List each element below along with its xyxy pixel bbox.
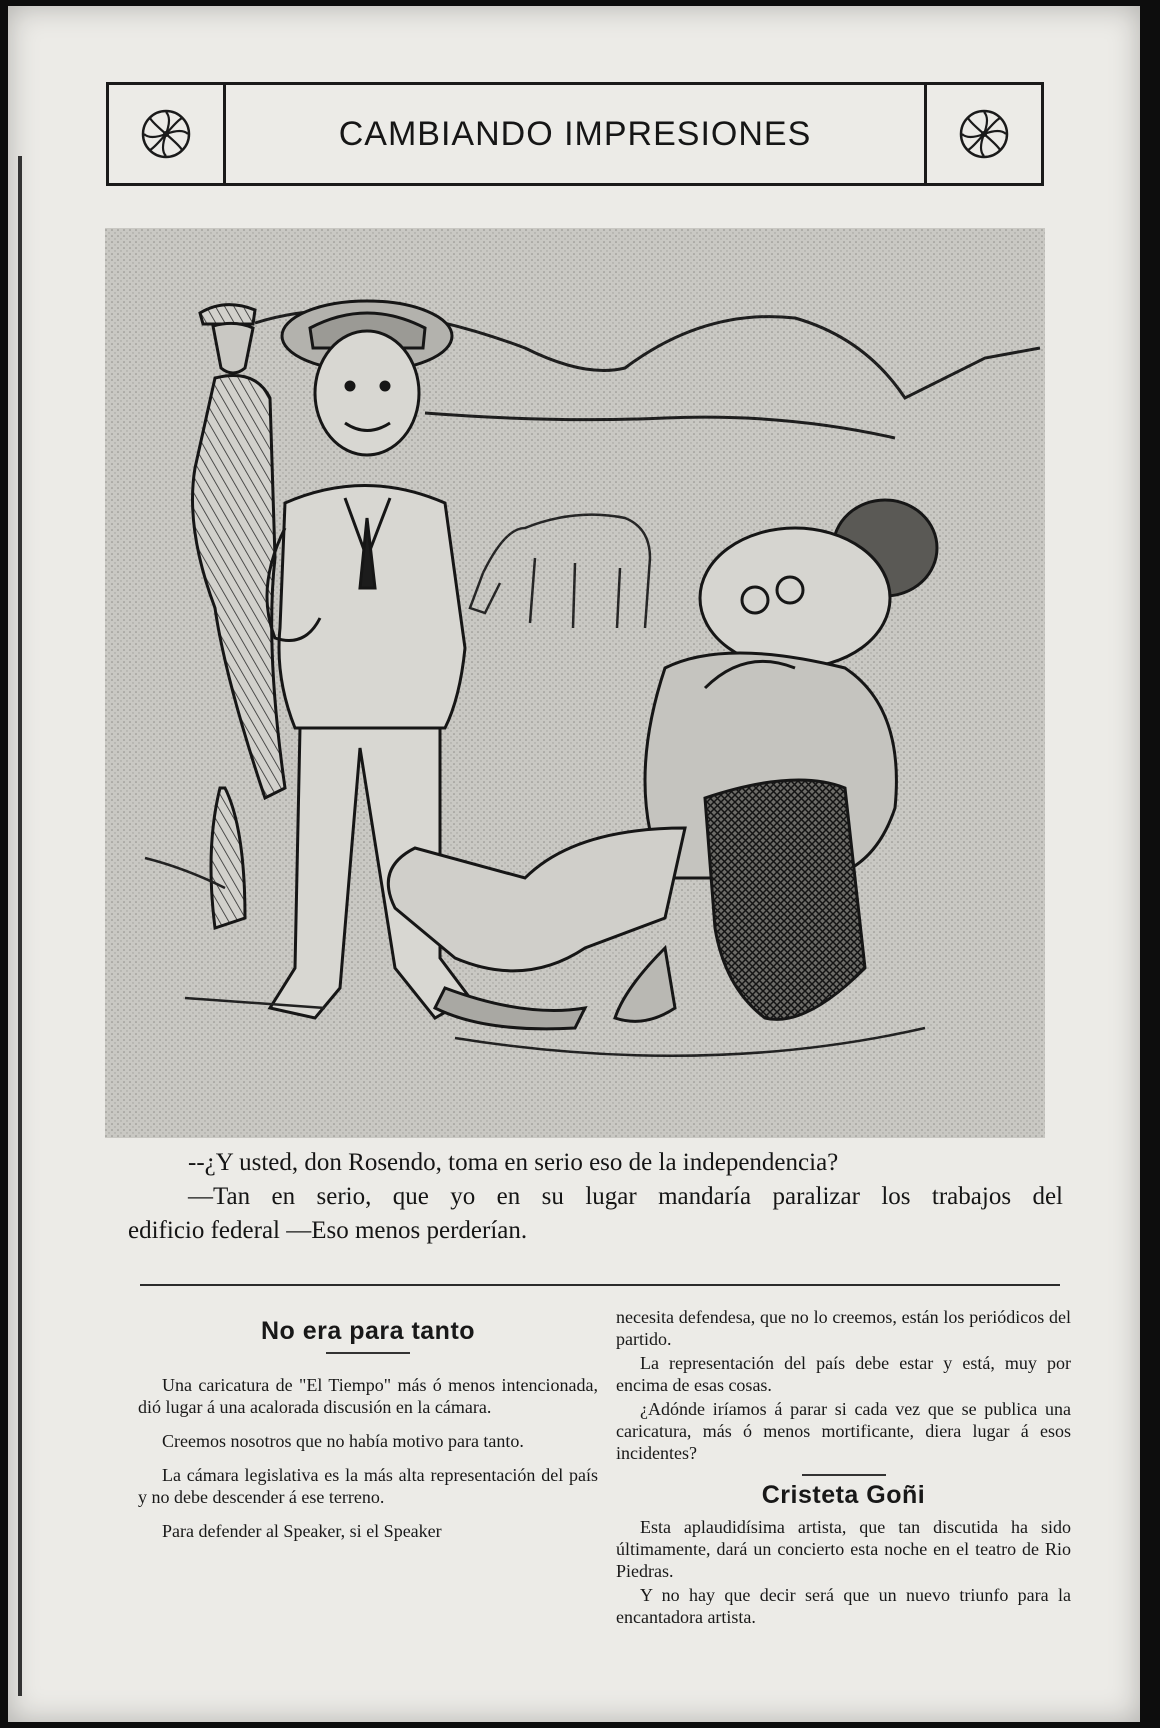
article-paragraph: La representación del país debe estar y está, muy por encima de esas cosas. <box>616 1353 1071 1395</box>
short-divider <box>802 1474 886 1476</box>
right-column <box>616 1306 1071 1630</box>
left-column <box>138 1306 598 1554</box>
article-paragraph: La cámara legislativa es la más alta representación del país y no debe descender á ese terreno. <box>138 1465 598 1507</box>
magazine-page <box>8 6 1140 1722</box>
header-right-cell <box>924 85 1041 183</box>
rosette-icon <box>958 108 1010 160</box>
article-paragraph: Para defender al Speaker, si el Speaker <box>162 1521 442 1541</box>
article-title: No era para tanto <box>260 1317 476 1345</box>
caption-line: —Tan en serio, que yo en su lugar mandaría paralizar los trabajos del <box>188 1183 1063 1210</box>
article-paragraph: Esta aplaudidísima artista, que tan discutida ha sido últimamente, dará un concierto esta noche en el teatro de Rio Piedras. <box>616 1517 1071 1581</box>
short-divider <box>326 1352 410 1354</box>
section-header <box>106 82 1044 186</box>
article-paragraph: Una caricatura de "El Tiempo" más ó menos intencionada, dió lugar á una acalorada discusión en la cámara. <box>138 1375 598 1417</box>
divider-rule <box>140 1284 1060 1286</box>
article-paragraph: necesita defendesa, que no lo creemos, están los periódicos del partido. <box>616 1307 1071 1349</box>
article-paragraph: Y no hay que decir será que un nuevo triunfo para la encantadora artista. <box>616 1585 1071 1627</box>
illustration-caption <box>128 1146 1063 1248</box>
binding-edge <box>18 156 22 1696</box>
rosette-icon <box>140 108 192 160</box>
article-paragraph: ¿Adónde iríamos á parar si cada vez que se publica una caricatura, más ó menos mortificante, diera lugar á esos incidentes? <box>616 1399 1071 1463</box>
caption-line: --¿Y usted, don Rosendo, toma en serio eso de la independencia? <box>188 1149 839 1176</box>
caption-line: edificio federal —Eso menos perderían. <box>128 1217 528 1244</box>
article-title: Cristeta Goñi <box>761 1481 926 1509</box>
article-paragraph: Creemos nosotros que no había motivo para tanto. <box>162 1431 524 1451</box>
caricature-illustration <box>105 228 1045 1138</box>
header-title: CAMBIANDO IMPRESIONES <box>338 114 812 153</box>
header-left-cell <box>109 85 226 183</box>
